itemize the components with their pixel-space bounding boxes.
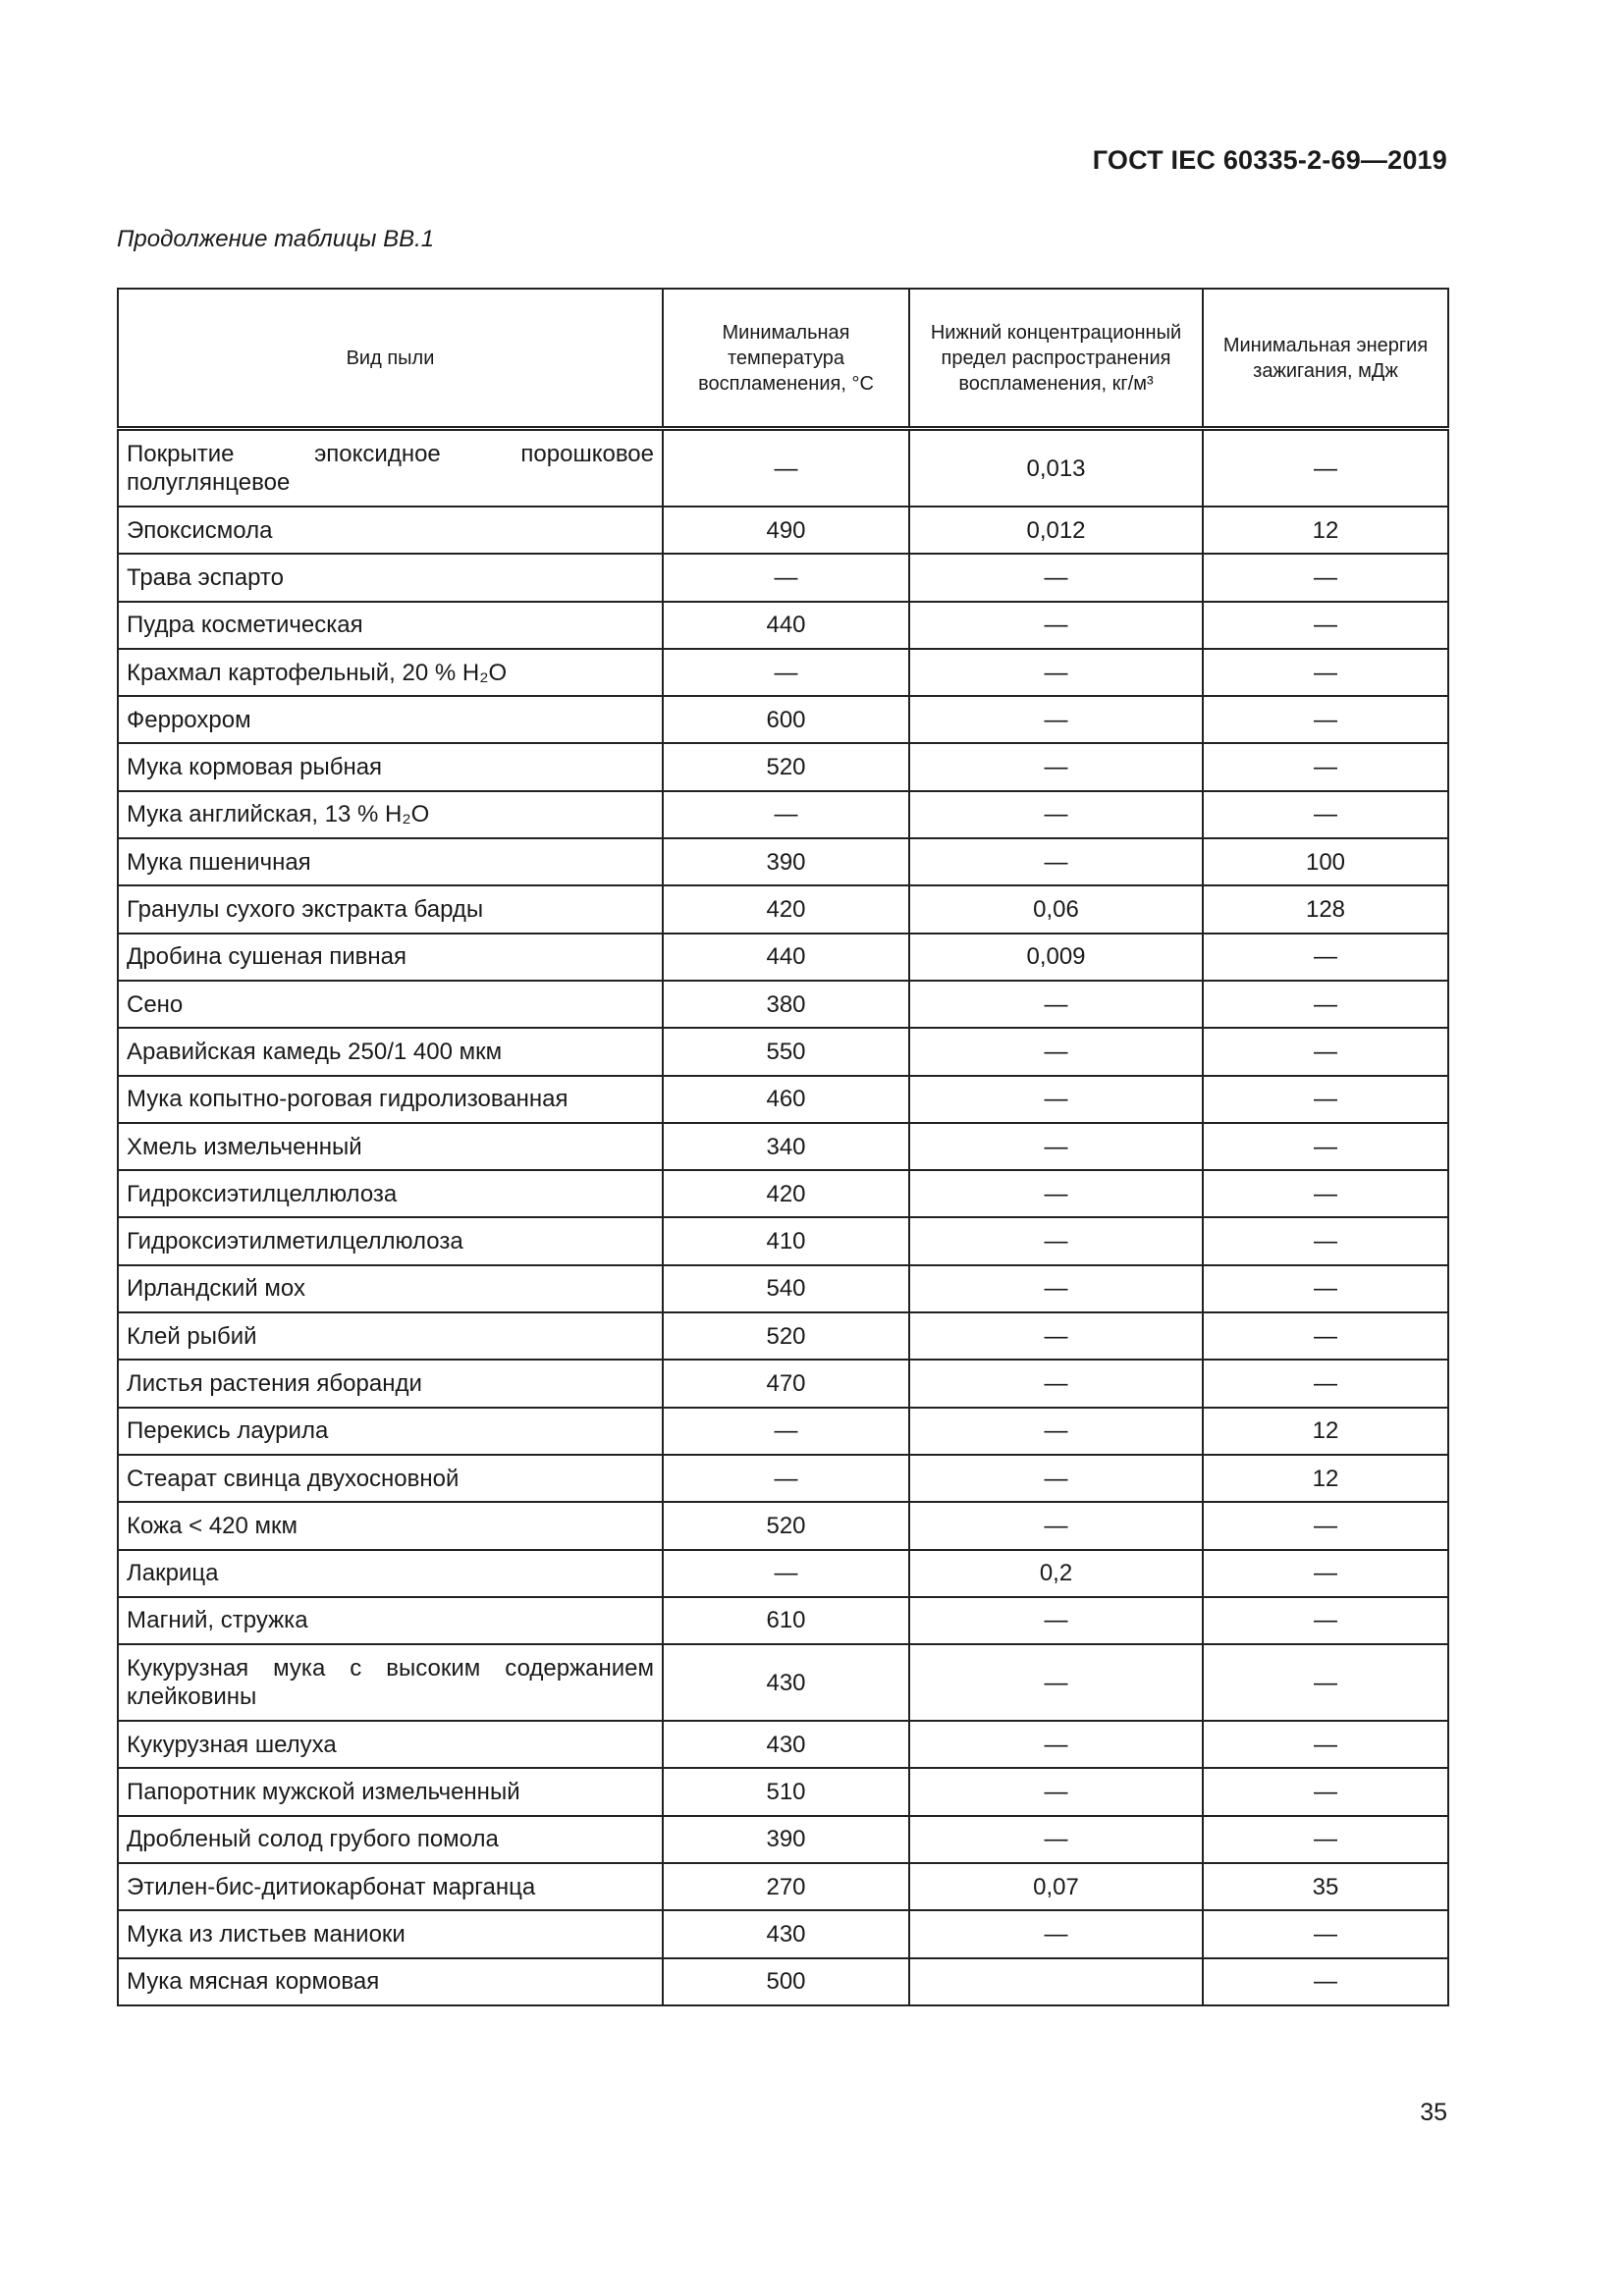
cell-lower-concentration-limit: — bbox=[909, 1502, 1203, 1549]
cell-min-ignition-temperature: 390 bbox=[663, 838, 909, 885]
cell-min-ignition-temperature: 430 bbox=[663, 1910, 909, 1957]
table-caption: Продолжение таблицы ВВ.1 bbox=[117, 226, 435, 252]
table-row bbox=[118, 934, 1448, 981]
cell-dust-type: Этилен-бис-дитиокарбонат марганца bbox=[118, 1863, 663, 1910]
cell-min-ignition-energy: — bbox=[1203, 1028, 1448, 1075]
cell-min-ignition-temperature: 500 bbox=[663, 1958, 909, 2005]
cell-min-ignition-energy: — bbox=[1203, 1170, 1448, 1217]
cell-min-ignition-energy: — bbox=[1203, 791, 1448, 838]
cell-dust-type: Магний, стружка bbox=[118, 1597, 663, 1644]
cell-lower-concentration-limit: — bbox=[909, 1644, 1203, 1721]
cell-lower-concentration-limit: — bbox=[909, 1217, 1203, 1264]
table-row bbox=[118, 1455, 1448, 1502]
cell-lower-concentration-limit: 0,07 bbox=[909, 1863, 1203, 1910]
cell-dust-type: Стеарат свинца двухосновной bbox=[118, 1455, 663, 1502]
cell-lower-concentration-limit: — bbox=[909, 1455, 1203, 1502]
cell-lower-concentration-limit: — bbox=[909, 1360, 1203, 1407]
header-lower-concentration-limit: Нижний концентрационный предел распространения воспламенения, кг/м³ bbox=[909, 289, 1203, 429]
cell-min-ignition-energy: 12 bbox=[1203, 507, 1448, 554]
cell-dust-type: Гранулы сухого экстракта барды bbox=[118, 885, 663, 933]
cell-lower-concentration-limit: — bbox=[909, 1028, 1203, 1075]
cell-min-ignition-temperature: — bbox=[663, 1550, 909, 1597]
cell-dust-type: Мука из листьев маниоки bbox=[118, 1910, 663, 1957]
cell-min-ignition-energy: — bbox=[1203, 649, 1448, 696]
cell-min-ignition-temperature: 490 bbox=[663, 507, 909, 554]
cell-min-ignition-energy: 128 bbox=[1203, 885, 1448, 933]
table-body bbox=[118, 429, 1448, 2005]
header-min-ignition-temperature: Минимальная температура воспламенения, °С bbox=[663, 289, 909, 429]
cell-min-ignition-temperature: 440 bbox=[663, 934, 909, 981]
page-number: 35 bbox=[1420, 2099, 1447, 2126]
table-row bbox=[118, 1028, 1448, 1075]
cell-dust-type: Лакрица bbox=[118, 1550, 663, 1597]
cell-min-ignition-temperature: 430 bbox=[663, 1644, 909, 1721]
cell-min-ignition-energy: — bbox=[1203, 696, 1448, 743]
cell-min-ignition-temperature: 410 bbox=[663, 1217, 909, 1264]
cell-lower-concentration-limit: — bbox=[909, 1408, 1203, 1455]
cell-min-ignition-energy: — bbox=[1203, 554, 1448, 601]
table-row bbox=[118, 1312, 1448, 1360]
cell-min-ignition-energy: — bbox=[1203, 981, 1448, 1028]
cell-min-ignition-temperature: 550 bbox=[663, 1028, 909, 1075]
cell-min-ignition-temperature: 610 bbox=[663, 1597, 909, 1644]
table-row bbox=[118, 885, 1448, 933]
cell-lower-concentration-limit: 0,009 bbox=[909, 934, 1203, 981]
table-row bbox=[118, 1076, 1448, 1123]
table-row bbox=[118, 602, 1448, 649]
cell-dust-type: Хмель измельченный bbox=[118, 1123, 663, 1170]
cell-min-ignition-temperature: 430 bbox=[663, 1721, 909, 1768]
cell-min-ignition-energy: 35 bbox=[1203, 1863, 1448, 1910]
table-header-row bbox=[118, 289, 1448, 429]
cell-min-ignition-energy: — bbox=[1203, 1597, 1448, 1644]
cell-lower-concentration-limit: — bbox=[909, 1312, 1203, 1360]
cell-min-ignition-energy: — bbox=[1203, 602, 1448, 649]
table-row bbox=[118, 554, 1448, 601]
cell-min-ignition-temperature: 440 bbox=[663, 602, 909, 649]
cell-min-ignition-energy: — bbox=[1203, 1550, 1448, 1597]
cell-dust-type: Мука мясная кормовая bbox=[118, 1958, 663, 2005]
cell-min-ignition-energy: — bbox=[1203, 1958, 1448, 2005]
table-row bbox=[118, 649, 1448, 696]
cell-min-ignition-temperature: — bbox=[663, 429, 909, 507]
cell-min-ignition-temperature: — bbox=[663, 649, 909, 696]
cell-min-ignition-temperature: 390 bbox=[663, 1816, 909, 1863]
cell-min-ignition-energy: — bbox=[1203, 743, 1448, 790]
table-row bbox=[118, 429, 1448, 507]
cell-min-ignition-energy: — bbox=[1203, 1265, 1448, 1312]
cell-dust-type: Дробина сушеная пивная bbox=[118, 934, 663, 981]
cell-min-ignition-temperature: 420 bbox=[663, 1170, 909, 1217]
table-row bbox=[118, 1768, 1448, 1815]
table-row bbox=[118, 1644, 1448, 1721]
cell-min-ignition-energy: — bbox=[1203, 1816, 1448, 1863]
table-row bbox=[118, 1502, 1448, 1549]
cell-lower-concentration-limit: — bbox=[909, 838, 1203, 885]
cell-min-ignition-temperature: — bbox=[663, 554, 909, 601]
cell-lower-concentration-limit: — bbox=[909, 1597, 1203, 1644]
cell-lower-concentration-limit: — bbox=[909, 743, 1203, 790]
cell-lower-concentration-limit bbox=[909, 1958, 1203, 2005]
cell-min-ignition-temperature: — bbox=[663, 791, 909, 838]
table-row bbox=[118, 1597, 1448, 1644]
cell-dust-type: Кожа < 420 мкм bbox=[118, 1502, 663, 1549]
cell-dust-type: Покрытие эпоксидное порошковое полуглянцевое bbox=[118, 429, 663, 507]
dust-ignition-table bbox=[117, 288, 1449, 2006]
cell-lower-concentration-limit: — bbox=[909, 791, 1203, 838]
cell-lower-concentration-limit: — bbox=[909, 602, 1203, 649]
cell-lower-concentration-limit: — bbox=[909, 1721, 1203, 1768]
cell-min-ignition-temperature: 520 bbox=[663, 743, 909, 790]
cell-min-ignition-energy: — bbox=[1203, 1768, 1448, 1815]
cell-dust-type: Листья растения яборанди bbox=[118, 1360, 663, 1407]
cell-lower-concentration-limit: — bbox=[909, 1816, 1203, 1863]
cell-dust-type: Клей рыбий bbox=[118, 1312, 663, 1360]
cell-min-ignition-energy: — bbox=[1203, 1644, 1448, 1721]
document-standard-number: ГОСТ IEC 60335-2-69—2019 bbox=[1092, 145, 1447, 175]
cell-lower-concentration-limit: — bbox=[909, 554, 1203, 601]
cell-min-ignition-temperature: 420 bbox=[663, 885, 909, 933]
cell-min-ignition-temperature: 340 bbox=[663, 1123, 909, 1170]
cell-lower-concentration-limit: — bbox=[909, 1265, 1203, 1312]
cell-min-ignition-energy: — bbox=[1203, 1910, 1448, 1957]
cell-dust-type: Ирландский мох bbox=[118, 1265, 663, 1312]
cell-min-ignition-temperature: 470 bbox=[663, 1360, 909, 1407]
cell-lower-concentration-limit: — bbox=[909, 981, 1203, 1028]
cell-min-ignition-temperature: 510 bbox=[663, 1768, 909, 1815]
cell-min-ignition-temperature: 600 bbox=[663, 696, 909, 743]
cell-min-ignition-energy: — bbox=[1203, 1217, 1448, 1264]
cell-dust-type: Перекись лаурила bbox=[118, 1408, 663, 1455]
cell-lower-concentration-limit: — bbox=[909, 1768, 1203, 1815]
header-min-ignition-energy: Минимальная энергия зажигания, мДж bbox=[1203, 289, 1448, 429]
cell-dust-type: Феррохром bbox=[118, 696, 663, 743]
cell-min-ignition-energy: — bbox=[1203, 1502, 1448, 1549]
cell-min-ignition-energy: — bbox=[1203, 1360, 1448, 1407]
table-row bbox=[118, 1550, 1448, 1597]
table-row bbox=[118, 696, 1448, 743]
cell-min-ignition-temperature: 270 bbox=[663, 1863, 909, 1910]
cell-lower-concentration-limit: — bbox=[909, 1123, 1203, 1170]
cell-lower-concentration-limit: 0,06 bbox=[909, 885, 1203, 933]
table-row bbox=[118, 743, 1448, 790]
cell-min-ignition-energy: — bbox=[1203, 1312, 1448, 1360]
cell-dust-type: Аравийская камедь 250/1 400 мкм bbox=[118, 1028, 663, 1075]
cell-dust-type: Мука копытно-роговая гидролизованная bbox=[118, 1076, 663, 1123]
table-row bbox=[118, 1863, 1448, 1910]
cell-dust-type: Сено bbox=[118, 981, 663, 1028]
cell-min-ignition-temperature: 380 bbox=[663, 981, 909, 1028]
table-row bbox=[118, 981, 1448, 1028]
table-row bbox=[118, 1123, 1448, 1170]
cell-min-ignition-energy: 100 bbox=[1203, 838, 1448, 885]
table-header bbox=[118, 289, 1448, 429]
cell-dust-type: Эпоксисмола bbox=[118, 507, 663, 554]
cell-lower-concentration-limit: 0,012 bbox=[909, 507, 1203, 554]
cell-min-ignition-energy: 12 bbox=[1203, 1455, 1448, 1502]
cell-lower-concentration-limit: — bbox=[909, 696, 1203, 743]
cell-dust-type: Папоротник мужской измельченный bbox=[118, 1768, 663, 1815]
table-row bbox=[118, 1265, 1448, 1312]
cell-dust-type: Дробленый солод грубого помола bbox=[118, 1816, 663, 1863]
table-row bbox=[118, 1721, 1448, 1768]
cell-min-ignition-energy: — bbox=[1203, 1123, 1448, 1170]
cell-min-ignition-energy: — bbox=[1203, 1076, 1448, 1123]
cell-lower-concentration-limit: — bbox=[909, 1910, 1203, 1957]
cell-min-ignition-temperature: 460 bbox=[663, 1076, 909, 1123]
table-row bbox=[118, 1816, 1448, 1863]
table-row bbox=[118, 1910, 1448, 1957]
table-row bbox=[118, 791, 1448, 838]
cell-lower-concentration-limit: — bbox=[909, 1076, 1203, 1123]
cell-dust-type: Пудра косметическая bbox=[118, 602, 663, 649]
cell-min-ignition-temperature: — bbox=[663, 1455, 909, 1502]
table-row bbox=[118, 1958, 1448, 2005]
cell-dust-type: Кукурузная мука с высоким содержанием клейковины bbox=[118, 1644, 663, 1721]
table-row bbox=[118, 1170, 1448, 1217]
cell-dust-type: Гидроксиэтилцеллюлоза bbox=[118, 1170, 663, 1217]
cell-dust-type: Гидроксиэтилметилцеллюлоза bbox=[118, 1217, 663, 1264]
cell-min-ignition-temperature: 520 bbox=[663, 1312, 909, 1360]
table-row bbox=[118, 1217, 1448, 1264]
cell-min-ignition-temperature: 520 bbox=[663, 1502, 909, 1549]
cell-min-ignition-energy: — bbox=[1203, 429, 1448, 507]
cell-dust-type: Трава эспарто bbox=[118, 554, 663, 601]
cell-dust-type: Кукурузная шелуха bbox=[118, 1721, 663, 1768]
table-row bbox=[118, 1408, 1448, 1455]
cell-min-ignition-energy: 12 bbox=[1203, 1408, 1448, 1455]
header-dust-type: Вид пыли bbox=[118, 289, 663, 429]
cell-lower-concentration-limit: — bbox=[909, 1170, 1203, 1217]
cell-min-ignition-energy: — bbox=[1203, 1721, 1448, 1768]
cell-lower-concentration-limit: — bbox=[909, 649, 1203, 696]
table-row bbox=[118, 507, 1448, 554]
cell-min-ignition-temperature: — bbox=[663, 1408, 909, 1455]
table-row bbox=[118, 1360, 1448, 1407]
cell-lower-concentration-limit: 0,013 bbox=[909, 429, 1203, 507]
cell-lower-concentration-limit: 0,2 bbox=[909, 1550, 1203, 1597]
cell-min-ignition-energy: — bbox=[1203, 934, 1448, 981]
cell-dust-type: Мука пшеничная bbox=[118, 838, 663, 885]
cell-dust-type: Крахмал картофельный, 20 % H₂O bbox=[118, 649, 663, 696]
cell-min-ignition-temperature: 540 bbox=[663, 1265, 909, 1312]
cell-dust-type: Мука английская, 13 % H₂O bbox=[118, 791, 663, 838]
cell-dust-type: Мука кормовая рыбная bbox=[118, 743, 663, 790]
table-row bbox=[118, 838, 1448, 885]
